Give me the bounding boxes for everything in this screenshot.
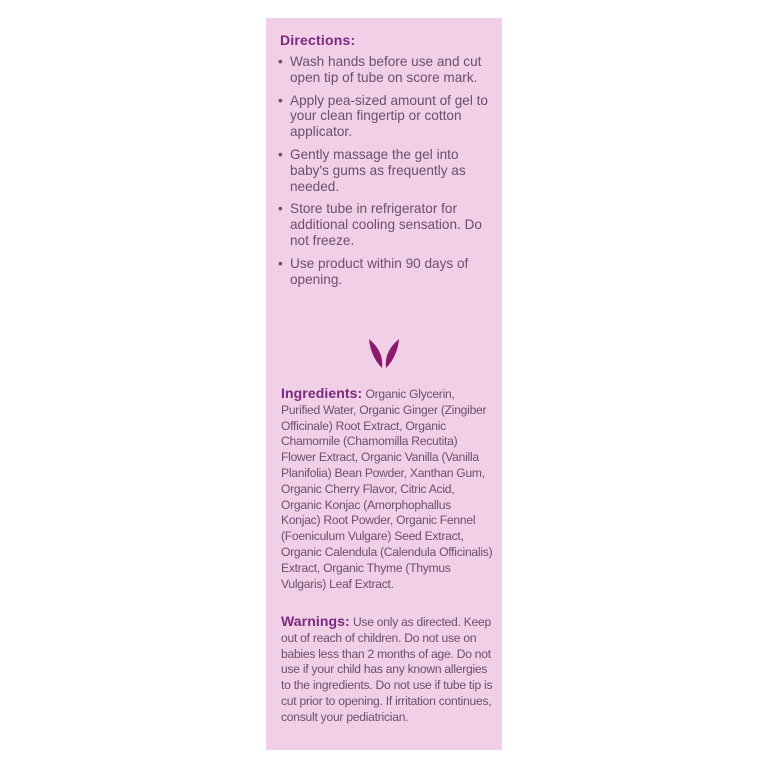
directions-item bbox=[278, 256, 494, 288]
ingredients-section bbox=[281, 386, 493, 592]
leaf-left-icon bbox=[369, 339, 382, 368]
directions-item bbox=[278, 54, 494, 86]
directions-heading: Directions: bbox=[280, 32, 356, 48]
directions-item bbox=[278, 201, 494, 248]
warnings-section bbox=[281, 614, 495, 726]
directions-item-text: Apply pea-sized amount of gel to your clean fingertip or cotton applicator. bbox=[290, 92, 488, 140]
leaf-icon bbox=[367, 335, 401, 371]
ingredients-label: Ingredients: bbox=[281, 385, 363, 401]
bullet: • bbox=[278, 146, 283, 162]
product-label-panel bbox=[266, 18, 502, 750]
directions-list bbox=[278, 54, 494, 294]
bullet: • bbox=[278, 201, 283, 217]
leaf-right-icon bbox=[386, 339, 399, 368]
bullet: • bbox=[278, 255, 283, 271]
bullet: • bbox=[278, 54, 283, 69]
bullet: • bbox=[278, 92, 283, 108]
ingredients-text: Organic Glycerin, Purified Water, Organic Ginger (Zingiber Officinale) Root Extract, Organic Chamomile (Chamomilla Recutita) Flower Extract, Organic Vanilla (Vanilla Planifolia) Bean Powder, Xanthan Gum, Organic Cherry Flavor, Citric Acid, Organic Konjac (Amorphophallus Konjac) Root Powder, Organic Fennel (Foeniculum Vulgare) Seed Extract, Organic Calendula (Calendula Officinalis) Extract, Organic Thyme (Thymus Vulgaris) Leaf Extract. bbox=[281, 387, 493, 591]
directions-item bbox=[278, 147, 494, 194]
directions-item-text: Wash hands before use and cut open tip of tube on score mark. bbox=[290, 54, 482, 85]
directions-item-text: Gently massage the gel into baby's gums as frequently as needed. bbox=[290, 146, 466, 194]
warnings-text: Use only as directed. Keep out of reach of children. Do not use on babies less than 2 months of age. Do not use if your child has any known allergies to the ingredients. Do not use if tube tip is cut prior to opening. If irritation continues, consult your pediatrician. bbox=[281, 615, 493, 724]
directions-item-text: Use product within 90 days of opening. bbox=[290, 255, 469, 287]
warnings-label: Warnings: bbox=[281, 613, 350, 629]
directions-item bbox=[278, 93, 494, 140]
directions-item-text: Store tube in refrigerator for additional cooling sensation. Do not freeze. bbox=[290, 201, 482, 248]
